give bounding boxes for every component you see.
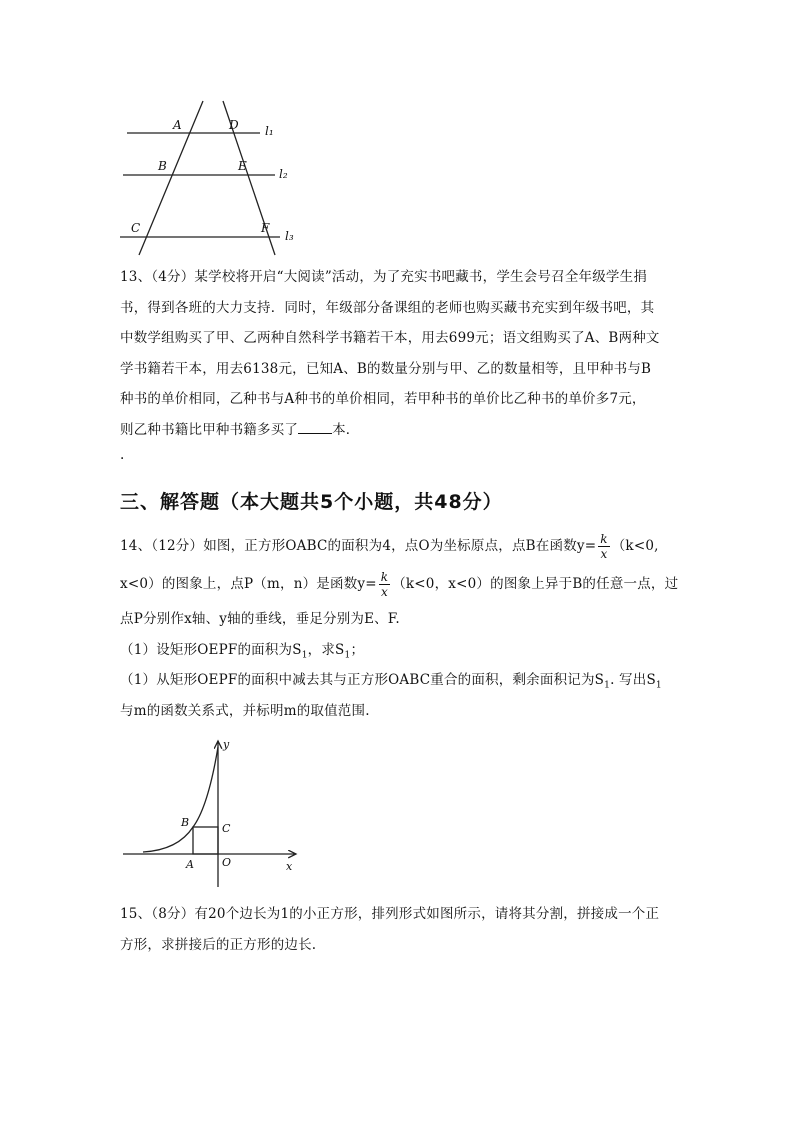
frac-den: x xyxy=(380,585,388,599)
q13-line: 中数学组购买了甲、乙两种自然科学书籍若干本，用去699元；语文组购买了A、B两种文 xyxy=(120,330,660,346)
label-C: C xyxy=(131,221,141,235)
subscript: 1 xyxy=(604,680,611,691)
q14-text: （k<0, xyxy=(611,538,659,554)
q13-line-last xyxy=(120,415,680,446)
label-A: A xyxy=(186,858,194,871)
label-D: D xyxy=(229,118,239,132)
q14-line-last: 与m的函数关系式，并标明m的取值范围. xyxy=(120,702,370,719)
label-B: B xyxy=(181,816,190,829)
subscript: 1 xyxy=(344,650,351,661)
label-F: F xyxy=(261,221,270,235)
label-l3: l₃ xyxy=(285,229,294,243)
q14-text: x<0）的图象上，点P（m，n）是函数y= xyxy=(120,576,377,592)
q14-part1 xyxy=(120,635,680,666)
q13-text: 则乙种书籍比甲种书籍多买了 xyxy=(120,421,299,438)
hyperbola-curve xyxy=(143,747,218,852)
label-B: B xyxy=(158,159,167,173)
subscript: 1 xyxy=(301,650,308,661)
q14-line2 xyxy=(120,564,680,604)
q13-line: 学书籍若干本，用去6138元，已知A、B的数量分别与甲、乙的数量相等，且甲种书与B xyxy=(120,360,652,377)
frac-num: k xyxy=(600,532,608,546)
label-l1: l₁ xyxy=(265,124,274,138)
frac-num: k xyxy=(380,570,389,584)
q13-line: 书，得到各班的大力支持．同时，年级部分备课组的老师也购买藏书充实到年级书吧，其 xyxy=(120,299,655,316)
square-OABC xyxy=(193,827,218,854)
frac-den: x xyxy=(600,547,608,561)
q14-text: 14、（12分）如图，正方形OABC的面积为4，点O为坐标原点，点B在函数y= xyxy=(120,538,597,554)
label-O: O xyxy=(222,856,232,869)
question-13 xyxy=(120,262,680,465)
q14-text: （1）从矩形OEPF的面积中减去其与正方形OABC重合的面积，剩余面积记为S xyxy=(120,672,605,688)
label-x: x xyxy=(286,860,293,873)
q14-text: （1）设矩形OEPF的面积为S xyxy=(120,641,302,658)
transversal-left xyxy=(139,101,203,255)
question-15 xyxy=(120,899,680,960)
fraction-k-over-x xyxy=(379,570,390,599)
parallel-lines-figure xyxy=(115,95,305,260)
label-A: A xyxy=(173,118,182,132)
question-14 xyxy=(120,528,680,726)
q14-text: ，求S xyxy=(307,641,345,658)
coordinate-figure xyxy=(118,735,303,890)
q14-text: ； xyxy=(350,641,365,658)
label-l2: l₂ xyxy=(279,167,288,181)
q14-text: . 写出S xyxy=(610,672,656,688)
q13-dot: . xyxy=(120,447,125,463)
fraction-k-over-x xyxy=(598,532,609,561)
section-title: 三、解答题（本大题共5个小题，共48分） xyxy=(120,491,503,513)
q14-text: （k<0，x<0）的图象上异于B的任意一点，过 xyxy=(392,576,679,592)
q14-part2 xyxy=(120,665,680,696)
q14-line3: 点P分别作x轴、y轴的垂线，垂足分别为E、F. xyxy=(120,611,400,627)
q13-line: 种书的单价相同，乙种书与A种书的单价相同，若甲种书的单价比乙种书的单价多7元， xyxy=(120,391,646,407)
subscript: 1 xyxy=(655,680,662,691)
q14-line1 xyxy=(120,528,680,564)
q13-line: 13、（4分）某学校将开启“大阅读”活动，为了充实书吧藏书，学生会号召全年级学生捐 xyxy=(120,269,648,285)
q15-line2: 方形，求拼接后的正方形的边长. xyxy=(120,936,317,953)
q15-line1: 15、（8分）有20个边长为1的小正方形，排列形式如图所示，请将其分割，拼接成一个正 xyxy=(120,906,660,922)
label-E: E xyxy=(238,159,247,173)
q13-text-end: 本． xyxy=(332,421,360,438)
answer-blank xyxy=(298,421,332,434)
label-y: y xyxy=(223,738,230,751)
label-C: C xyxy=(222,822,231,835)
